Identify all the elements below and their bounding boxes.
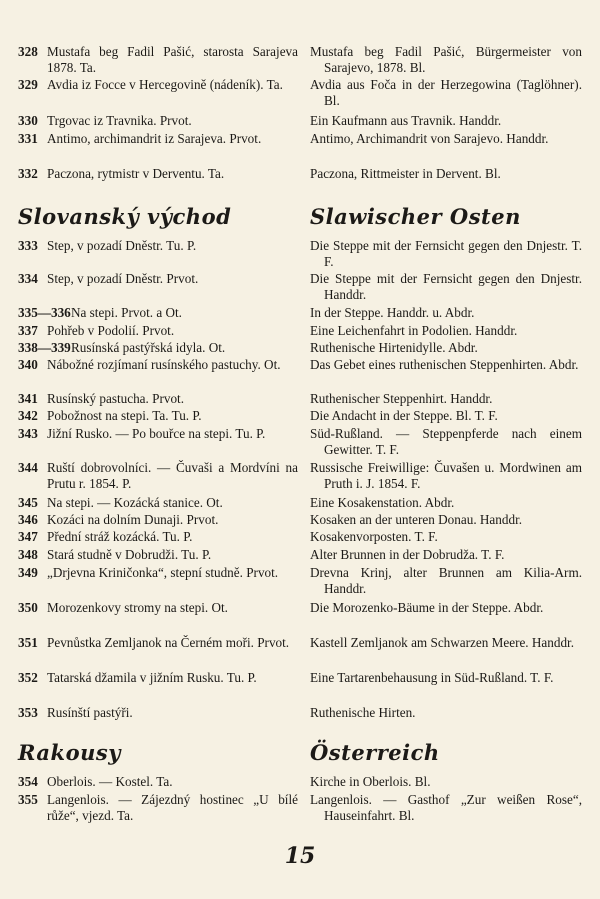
entry-350-de: Die Morozenko-Bäume in der Steppe. Abdr. xyxy=(310,600,544,615)
entry-340-de: Das Gebet eines ruthenischen Steppenhirten. Abdr. xyxy=(310,357,579,372)
section-heading-slavic-east-cz: Slovanský východ xyxy=(18,204,232,229)
section-heading-slavic-east-de: Slawischer Osten xyxy=(310,204,521,229)
entry-349-cz: 349 „Drjevna Kriničonka“, stepní studně. Prvot. xyxy=(18,565,279,580)
entry-338-339-cz: 338—339 Rusínská pastýřská idyla. Ot. xyxy=(18,340,226,355)
entry-329-cz: 329 Avdia iz Focce v Hercegovině (nádeník). Ta. xyxy=(18,77,283,92)
entry-337-de: Eine Leichenfahrt in Podolien. Handdr. xyxy=(310,323,518,338)
entry-333-cz: 333 Step, v pozadí Dněstr. Tu. P. xyxy=(18,238,197,253)
entry-328-cz: 328 Mustafa beg Fadil Pašić, starosta Sarajeva 1878. Ta. xyxy=(18,44,298,76)
entry-348-de: Alter Brunnen in der Dobrudža. T. F. xyxy=(310,547,505,562)
entry-350-cz: 350 Morozenkovy stromy na stepi. Ot. xyxy=(18,600,228,615)
entry-335-336-cz: 335—336 Na stepi. Prvot. a Ot. xyxy=(18,305,182,320)
entry-347-de: Kosakenvorposten. T. F. xyxy=(310,529,438,544)
entry-337-cz: 337 Pohřeb v Podolií. Prvot. xyxy=(18,323,175,338)
entry-346-cz: 346 Kozáci na dolním Dunaji. Prvot. xyxy=(18,512,219,527)
entry-347-cz: 347 Přední stráž kozácká. Tu. P. xyxy=(18,529,193,544)
entry-342-de: Die Andacht in der Steppe. Bl. T. F. xyxy=(310,408,498,423)
entry-333-de: Die Steppe mit der Fernsicht gegen den Dnjestr. T. F. xyxy=(310,238,582,270)
entry-345-cz: 345 Na stepi. — Kozácká stanice. Ot. xyxy=(18,495,223,510)
entry-355-de: Langenlois. — Gasthof „Zur weißen Rose“, Hauseinfahrt. Bl. xyxy=(310,792,582,824)
entry-352-de: Eine Tartarenbehausung in Süd-Rußland. T. F. xyxy=(310,670,554,685)
entry-353-cz: 353 Rusínští pastýři. xyxy=(18,705,133,720)
entry-334-de: Die Steppe mit der Fernsicht gegen den Dnjestr. Handdr. xyxy=(310,271,582,303)
entry-354-cz: 354 Oberlois. — Kostel. Ta. xyxy=(18,774,173,789)
entry-341-cz: 341 Rusínský pastucha. Prvot. xyxy=(18,391,185,406)
entry-329-de: Avdia aus Foča in der Herzegowina (Taglöhner). Bl. xyxy=(310,77,582,109)
entry-330-cz: 330 Trgovac iz Travnika. Prvot. xyxy=(18,113,192,128)
entry-344-de: Russische Freiwillige: Čuvašen u. Mordwinen am Pruth i. J. 1854. F. xyxy=(310,460,582,492)
entry-355-cz: 355 Langenlois. — Zájezdný hostinec „U bílé růže“, vjezd. Ta. xyxy=(18,792,298,824)
entry-344-cz: 344 Ruští dobrovolníci. — Čuvaši a Mordvíni na Prutu r. 1854. P. xyxy=(18,460,298,492)
section-heading-austria-de: Österreich xyxy=(310,740,440,765)
entry-353-de: Ruthenische Hirten. xyxy=(310,705,416,720)
entry-335-336-de: In der Steppe. Handdr. u. Abdr. xyxy=(310,305,475,320)
entry-334-cz: 334 Step, v pozadí Dněstr. Prvot. xyxy=(18,271,199,286)
entry-351-cz: 351 Pevnůstka Zemljanok na Černém moři. Prvot. xyxy=(18,635,290,650)
entry-331-de: Antimo, Archimandrit von Sarajevo. Handdr. xyxy=(310,131,549,146)
entry-352-cz: 352 Tatarská džamila v jižním Rusku. Tu. P. xyxy=(18,670,257,685)
entry-330-de: Ein Kaufmann aus Travnik. Handdr. xyxy=(310,113,502,128)
entry-351-de: Kastell Zemljanok am Schwarzen Meere. Handdr. xyxy=(310,635,575,650)
entry-340-cz: 340 Nábožné rozjímaní rusínského pastuchy. Ot. xyxy=(18,357,281,372)
entry-346-de: Kosaken an der unteren Donau. Handdr. xyxy=(310,512,523,527)
entry-349-de: Drevna Krinj, alter Brunnen am Kilia-Arm. Handdr. xyxy=(310,565,582,597)
entry-342-cz: 342 Pobožnost na stepi. Ta. Tu. P. xyxy=(18,408,202,423)
entry-338-339-de: Ruthenische Hirtenidylle. Abdr. xyxy=(310,340,478,355)
entry-348-cz: 348 Stará studně v Dobrudži. Tu. P. xyxy=(18,547,212,562)
entry-332-cz: 332 Paczona, rytmistr v Derventu. Ta. xyxy=(18,166,225,181)
entry-328-de: Mustafa beg Fadil Pašić, Bürgermeister von Sarajevo, 1878. Bl. xyxy=(310,44,582,76)
entry-341-de: Ruthenischer Steppenhirt. Handdr. xyxy=(310,391,493,406)
entry-332-de: Paczona, Rittmeister in Dervent. Bl. xyxy=(310,166,501,181)
entry-343-cz: 343 Jižní Rusko. — Po bouřce na stepi. Tu. P. xyxy=(18,426,266,441)
section-heading-austria-cz: Rakousy xyxy=(18,740,121,765)
page-number: 15 xyxy=(284,843,316,869)
entry-354-de: Kirche in Oberlois. Bl. xyxy=(310,774,431,789)
entry-343-de: Süd-Rußland. — Steppenpferde nach einem Gewitter. T. F. xyxy=(310,426,582,458)
entry-345-de: Eine Kosakenstation. Abdr. xyxy=(310,495,455,510)
entry-331-cz: 331 Antimo, archimandrit iz Sarajeva. Prvot. xyxy=(18,131,262,146)
